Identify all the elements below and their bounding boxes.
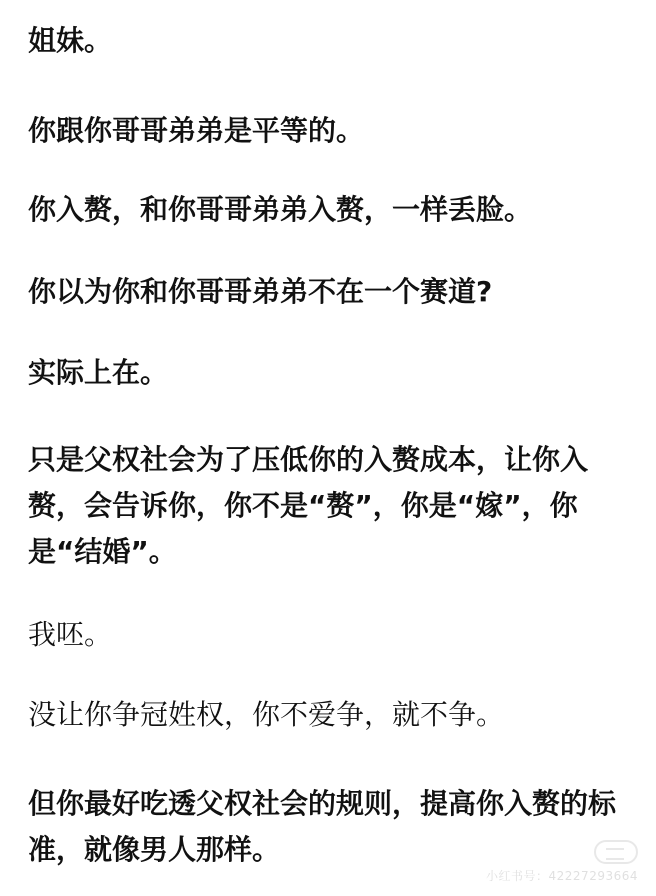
post-body bbox=[28, 0, 640, 896]
paragraph-1: 姐妹。 bbox=[28, 24, 113, 57]
paragraph-3: 你入赘，和你哥哥弟弟入赘，一样丢脸。 bbox=[28, 193, 533, 226]
paragraph-7: 我呸。 bbox=[28, 618, 113, 651]
watermark-text: 小红书号：42227293664 bbox=[486, 869, 638, 883]
paragraph-5: 实际上在。 bbox=[28, 356, 169, 389]
paragraph-2: 你跟你哥哥弟弟是平等的。 bbox=[28, 114, 365, 147]
paragraph-6: 只是父权社会为了压低你的入赘成本，让你入赘，会告诉你，你不是“赘”，你是“嫁”，你是“结婚”。 bbox=[28, 443, 589, 568]
paragraph-8: 没让你争冠姓权，你不爱争，就不争。 bbox=[28, 698, 505, 731]
watermark bbox=[448, 840, 638, 884]
paragraph-4: 你以为你和你哥哥弟弟不在一个赛道? bbox=[28, 275, 493, 308]
xiaohongshu-logo-icon bbox=[594, 840, 638, 864]
paragraph-9: 但你最好吃透父权社会的规则，提高你入赘的标准，就像男人那样。 bbox=[28, 787, 617, 866]
